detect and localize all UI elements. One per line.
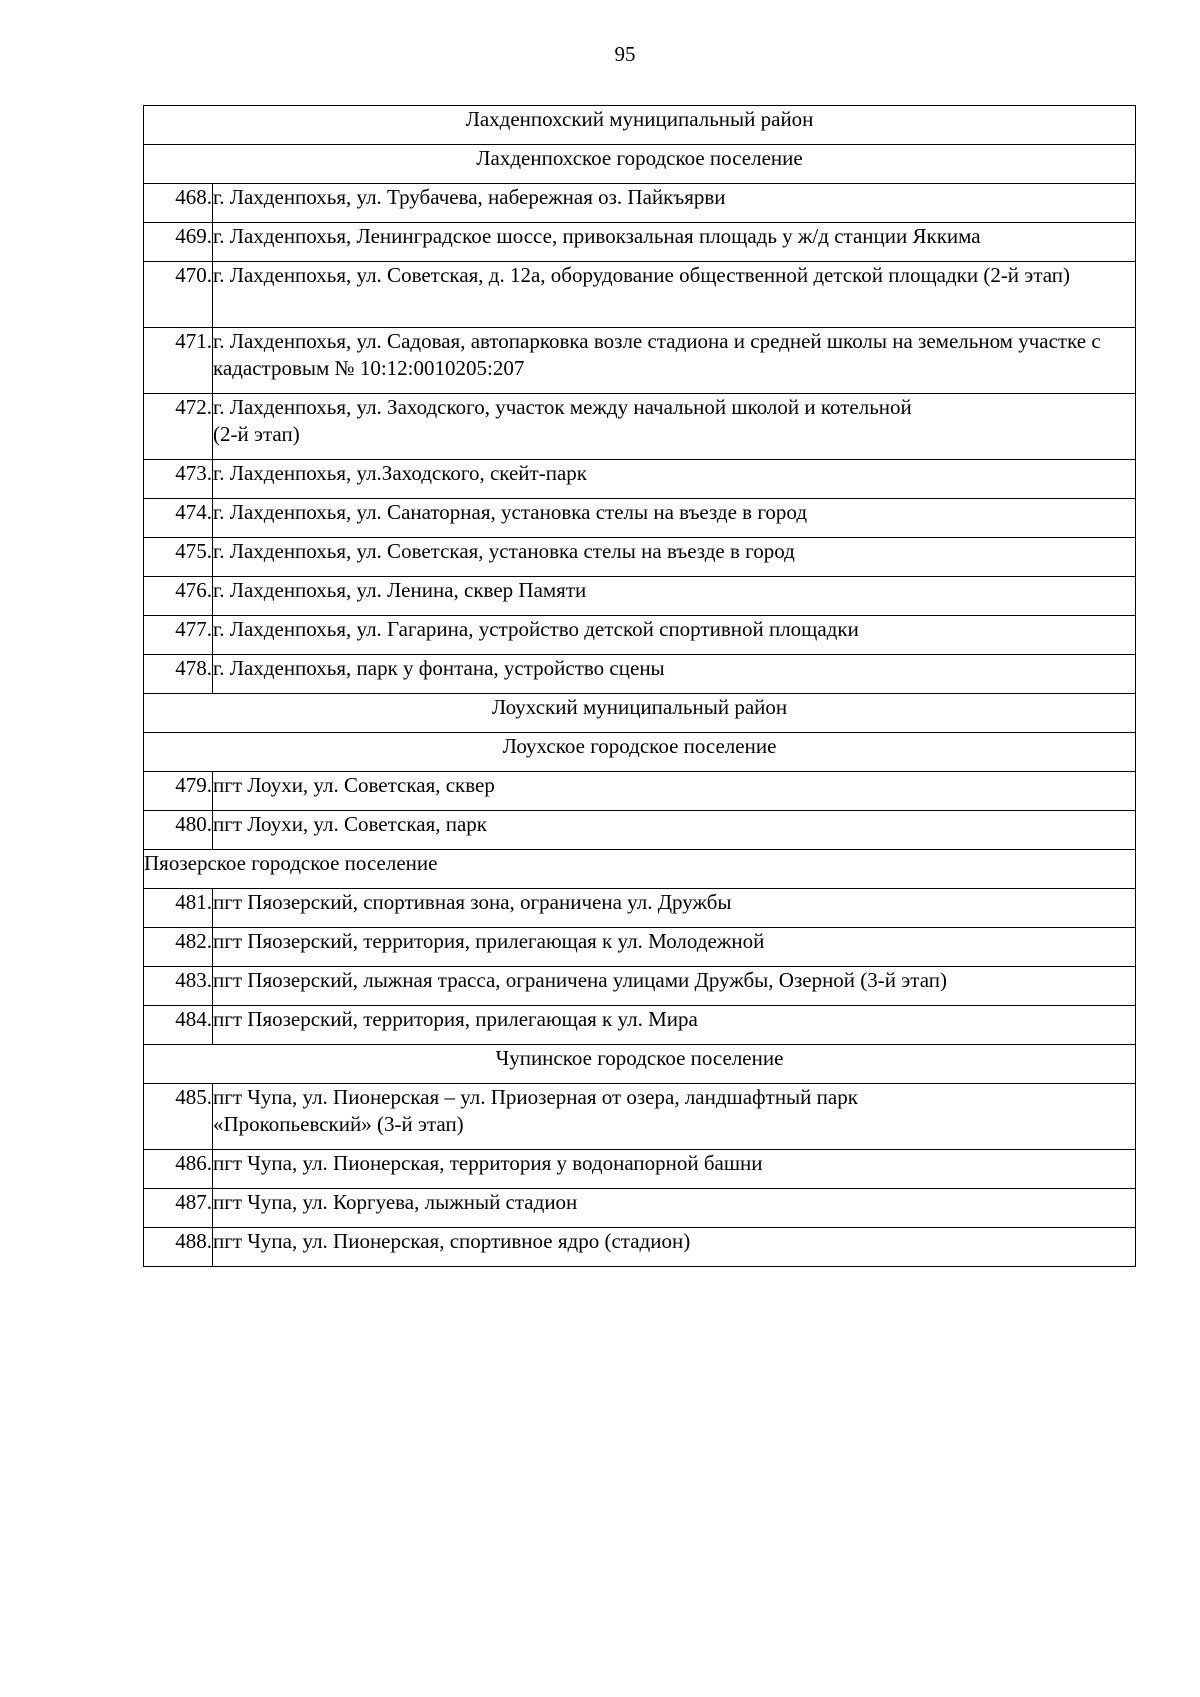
row-address: пгт Лоухи, ул. Советская, сквер bbox=[213, 772, 1136, 811]
row-number: 473. bbox=[144, 460, 213, 499]
row-number: 471. bbox=[144, 328, 213, 394]
row-number: 478. bbox=[144, 655, 213, 694]
row-number: 488. bbox=[144, 1228, 213, 1267]
row-address: пгт Пяозерский, спортивная зона, ограничена ул. Дружбы bbox=[213, 889, 1136, 928]
section-heading: Лоухское городское поселение bbox=[144, 733, 1136, 772]
section-heading-row bbox=[144, 733, 1136, 772]
table-row bbox=[144, 499, 1136, 538]
row-number: 484. bbox=[144, 1006, 213, 1045]
row-address: г. Лахденпохья, ул.Заходского, скейт-парк bbox=[213, 460, 1136, 499]
section-heading-row bbox=[144, 694, 1136, 733]
row-number: 481. bbox=[144, 889, 213, 928]
row-number: 476. bbox=[144, 577, 213, 616]
row-address: пгт Пяозерский, лыжная трасса, ограничена улицами Дружбы, Озерной (3-й этап) bbox=[213, 967, 1136, 1006]
row-number: 480. bbox=[144, 811, 213, 850]
row-number: 482. bbox=[144, 928, 213, 967]
table-row bbox=[144, 772, 1136, 811]
objects-table bbox=[143, 105, 1136, 1267]
row-address: пгт Чупа, ул. Коргуева, лыжный стадион bbox=[213, 1189, 1136, 1228]
row-address: пгт Пяозерский, территория, прилегающая к ул. Мира bbox=[213, 1006, 1136, 1045]
row-address: г. Лахденпохья, ул. Заходского, участок между начальной школой и котельной (2-й этап) bbox=[213, 394, 1136, 460]
table-row bbox=[144, 1006, 1136, 1045]
table-row bbox=[144, 223, 1136, 262]
objects-table-body bbox=[144, 106, 1136, 1267]
table-row bbox=[144, 262, 1136, 328]
row-number: 474. bbox=[144, 499, 213, 538]
table-row bbox=[144, 967, 1136, 1006]
table-row bbox=[144, 460, 1136, 499]
section-heading: Лахденпохское городское поселение bbox=[144, 145, 1136, 184]
table-row bbox=[144, 328, 1136, 394]
row-number: 469. bbox=[144, 223, 213, 262]
row-address: г. Лахденпохья, Ленинградское шоссе, привокзальная площадь у ж/д станции Яккима bbox=[213, 223, 1136, 262]
section-heading: Пяозерское городское поселение bbox=[144, 850, 1136, 889]
section-heading-row bbox=[144, 145, 1136, 184]
table-row bbox=[144, 616, 1136, 655]
row-number: 487. bbox=[144, 1189, 213, 1228]
row-number: 486. bbox=[144, 1150, 213, 1189]
row-address: г. Лахденпохья, ул. Санаторная, установка стелы на въезде в город bbox=[213, 499, 1136, 538]
table-row bbox=[144, 889, 1136, 928]
row-address: г. Лахденпохья, парк у фонтана, устройство сцены bbox=[213, 655, 1136, 694]
row-number: 483. bbox=[144, 967, 213, 1006]
section-heading-row bbox=[144, 1045, 1136, 1084]
row-address: г. Лахденпохья, ул. Советская, д. 12а, оборудование общественной детской площадки (2-й этап) bbox=[213, 262, 1136, 328]
row-address: г. Лахденпохья, ул. Гагарина, устройство детской спортивной площадки bbox=[213, 616, 1136, 655]
row-address: г. Лахденпохья, ул. Советская, установка стелы на въезде в город bbox=[213, 538, 1136, 577]
row-address: пгт Чупа, ул. Пионерская, территория у водонапорной башни bbox=[213, 1150, 1136, 1189]
section-heading: Лоухский муниципальный район bbox=[144, 694, 1136, 733]
row-number: 479. bbox=[144, 772, 213, 811]
row-address: г. Лахденпохья, ул. Трубачева, набережная оз. Пайкъярви bbox=[213, 184, 1136, 223]
table-row bbox=[144, 538, 1136, 577]
table-row bbox=[144, 577, 1136, 616]
table-row bbox=[144, 1150, 1136, 1189]
table-row bbox=[144, 1228, 1136, 1267]
section-heading-row bbox=[144, 106, 1136, 145]
table-row bbox=[144, 1084, 1136, 1150]
row-number: 475. bbox=[144, 538, 213, 577]
table-row bbox=[144, 928, 1136, 967]
table-row bbox=[144, 394, 1136, 460]
row-number: 468. bbox=[144, 184, 213, 223]
row-address: пгт Лоухи, ул. Советская, парк bbox=[213, 811, 1136, 850]
row-address: пгт Чупа, ул. Пионерская, спортивное ядро (стадион) bbox=[213, 1228, 1136, 1267]
table-row bbox=[144, 811, 1136, 850]
section-heading: Лахденпохский муниципальный район bbox=[144, 106, 1136, 145]
row-number: 485. bbox=[144, 1084, 213, 1150]
table-row bbox=[144, 184, 1136, 223]
row-address: пгт Чупа, ул. Пионерская – ул. Приозерная от озера, ландшафтный парк «Прокопьевский» (3-й этап) bbox=[213, 1084, 1136, 1150]
row-address: пгт Пяозерский, территория, прилегающая к ул. Молодежной bbox=[213, 928, 1136, 967]
section-heading-row bbox=[144, 850, 1136, 889]
row-number: 472. bbox=[144, 394, 213, 460]
section-heading: Чупинское городское поселение bbox=[144, 1045, 1136, 1084]
table-row bbox=[144, 1189, 1136, 1228]
page-number: 95 bbox=[614, 42, 636, 66]
row-address: г. Лахденпохья, ул. Ленина, сквер Памяти bbox=[213, 577, 1136, 616]
table-row bbox=[144, 655, 1136, 694]
row-address: г. Лахденпохья, ул. Садовая, автопарковка возле стадиона и средней школы на земельном участке с кадастровым № 10:12:0010205:207 bbox=[213, 328, 1136, 394]
row-number: 477. bbox=[144, 616, 213, 655]
row-number: 470. bbox=[144, 262, 213, 328]
